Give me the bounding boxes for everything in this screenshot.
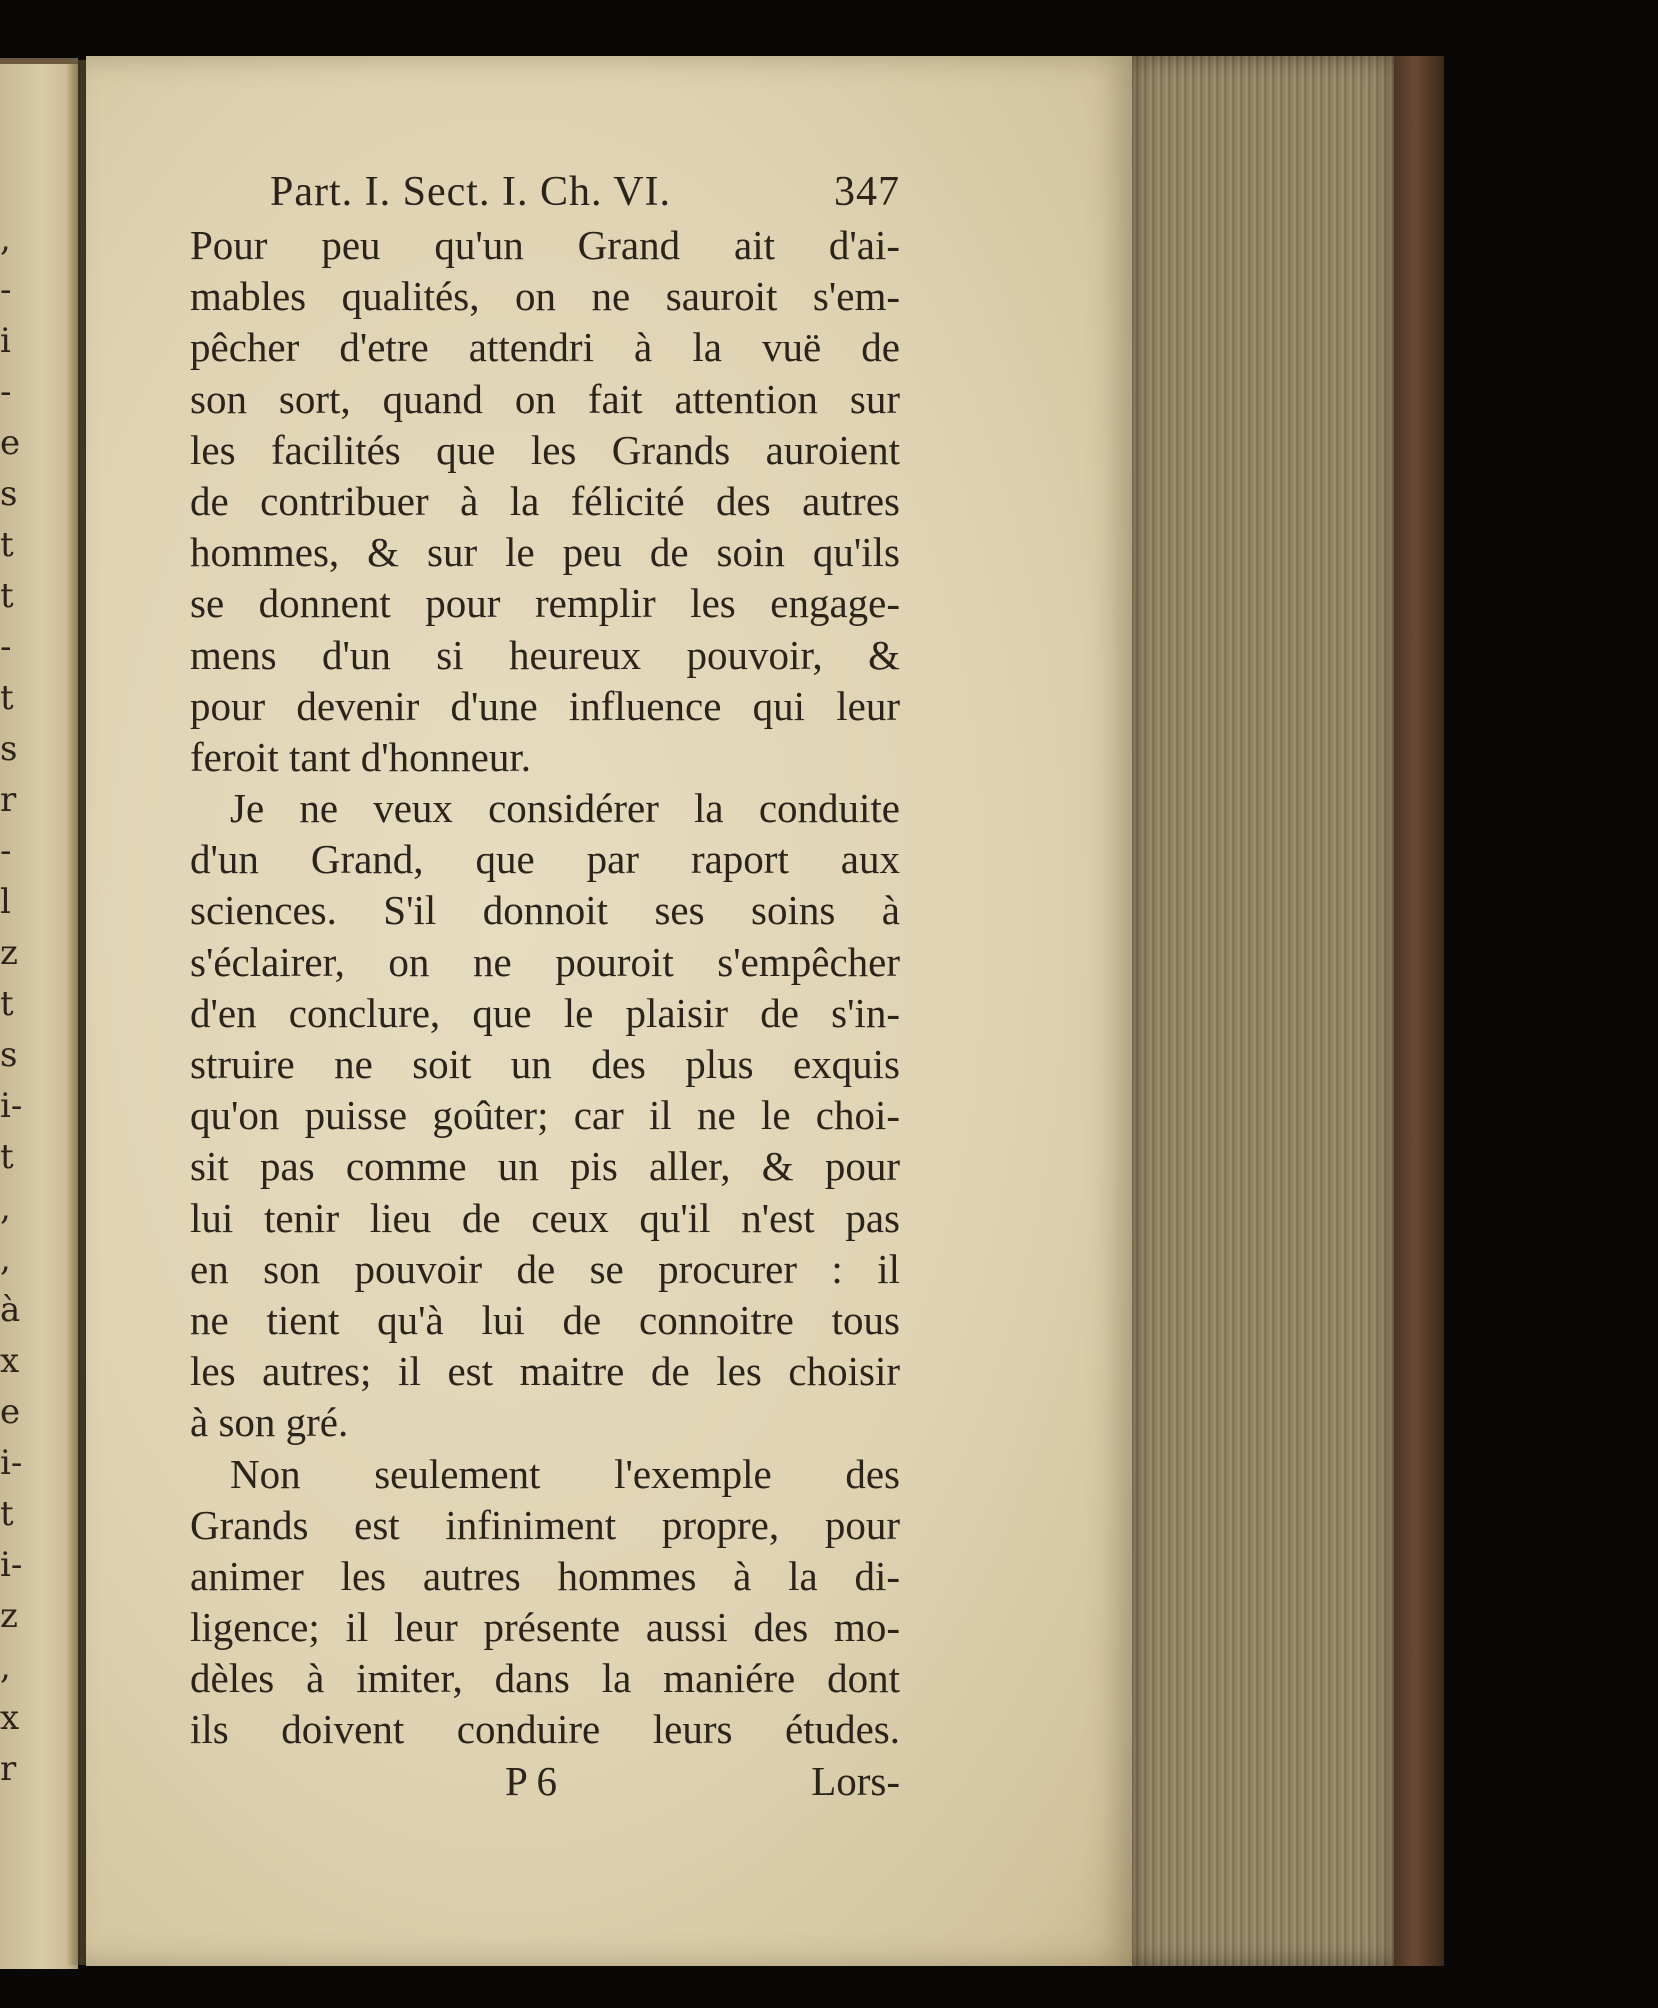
text-line: mens d'un si heureux pouvoir, & (190, 631, 900, 678)
text-line: hommes, & sur le peu de soin qu'ils (190, 529, 900, 576)
previous-page-line-end: t (0, 1137, 14, 1177)
text-line: lui tenir lieu de ceux qu'il n'est pas (190, 1194, 900, 1241)
previous-page-line-end: i- (0, 1086, 23, 1126)
page-number: 347 (834, 169, 900, 215)
text-line: qu'on puisse goûter; car il ne le choi- (190, 1092, 900, 1139)
text-line: s'éclairer, on ne pouroit s'empêcher (190, 938, 900, 985)
previous-page-line-end: s (0, 729, 18, 769)
text-line: ligence; il leur présente aussi des mo- (190, 1604, 900, 1651)
previous-page-line-end: t (0, 576, 14, 616)
text-line: son sort, quand on fait attention sur (190, 375, 900, 422)
previous-page-line-end: x (0, 1341, 20, 1381)
previous-page-line-end: - (0, 372, 12, 412)
previous-page-line-end: - (0, 270, 12, 310)
previous-page-line-end: r (0, 1749, 17, 1789)
previous-page-line-end: i- (0, 1545, 23, 1585)
text-line: mables qualités, on ne sauroit s'em- (190, 273, 900, 320)
text-line: sit pas comme un pis aller, & pour (190, 1143, 900, 1190)
running-head-title: Part. I. Sect. I. Ch. VI. (270, 169, 672, 215)
text-line: d'un Grand, que par raport aux (190, 836, 900, 883)
previous-page-line-end: i- (0, 1443, 23, 1483)
previous-page-line-end: e (0, 423, 21, 463)
text-line: sciences. S'il donnoit ses soins à (190, 887, 900, 934)
text-line: Non seulement l'exemple des (230, 1450, 900, 1497)
text-line: pour devenir d'une influence qui leur (190, 682, 900, 729)
text-line: pêcher d'etre attendri à la vuë de (190, 324, 900, 371)
text-line: Je ne veux considérer la conduite (230, 785, 900, 832)
previous-page-line-end: t (0, 1494, 14, 1534)
catchword: Lors- (811, 1757, 900, 1804)
previous-page-line-end: z (0, 933, 18, 973)
text-line: animer les autres hommes à la di- (190, 1552, 900, 1599)
book-cover-edge (1394, 56, 1444, 1966)
previous-page-line-end: , (0, 219, 11, 259)
running-head (190, 168, 900, 220)
previous-page-line-end: à (0, 1290, 21, 1330)
text-line: ils doivent conduire leurs études. (190, 1706, 900, 1753)
previous-page-line-end: t (0, 525, 14, 565)
text-line: dèles à imiter, dans la maniére dont (190, 1655, 900, 1702)
previous-page-line-end: , (0, 1188, 11, 1228)
previous-page-line-end: z (0, 1596, 18, 1636)
previous-page-line-end: r (0, 780, 17, 820)
text-line: les autres; il est maitre de les choisir (190, 1348, 900, 1395)
text-line: d'en conclure, que le plaisir de s'in- (190, 989, 900, 1036)
text-line: les facilités que les Grands auroient (190, 426, 900, 473)
paragraph-1 (190, 220, 900, 783)
text-line: Pour peu qu'un Grand ait d'ai- (190, 222, 900, 268)
text-line: en son pouvoir de se procurer : il (190, 1245, 900, 1292)
previous-page-line-end: i (0, 321, 11, 361)
text-line: se donnent pour remplir les engage- (190, 580, 900, 627)
catchline (190, 1756, 900, 1807)
page-block-edge (1132, 56, 1394, 1966)
previous-page-line-ends (0, 214, 30, 1795)
previous-page-line-end: - (0, 831, 12, 871)
paragraph-3 (190, 1449, 900, 1756)
text-line: ne tient qu'à lui de connoitre tous (190, 1296, 900, 1343)
previous-page-line-end: t (0, 678, 14, 718)
previous-page-line-end: e (0, 1392, 21, 1432)
text-line: Grands est infiniment propre, pour (190, 1501, 900, 1548)
previous-page-line-end: , (0, 1239, 11, 1279)
previous-page-line-end: , (0, 1647, 11, 1687)
text-line: struire ne soit un des plus exquis (190, 1041, 900, 1087)
text-line: à son gré. (190, 1399, 349, 1446)
text-line: feroit tant d'honneur. (190, 733, 531, 780)
previous-page-line-end: t (0, 984, 14, 1024)
page-text (190, 168, 900, 1807)
text-line: de contribuer à la félicité des autres (190, 477, 900, 524)
previous-page-line-end: - (0, 627, 12, 667)
signature-mark: P 6 (505, 1757, 558, 1804)
previous-page-line-end: s (0, 1035, 18, 1075)
previous-page-line-end: x (0, 1698, 20, 1738)
paragraph-2 (190, 783, 900, 1448)
previous-page-line-end: s (0, 474, 18, 514)
previous-page-line-end: l (0, 882, 11, 922)
